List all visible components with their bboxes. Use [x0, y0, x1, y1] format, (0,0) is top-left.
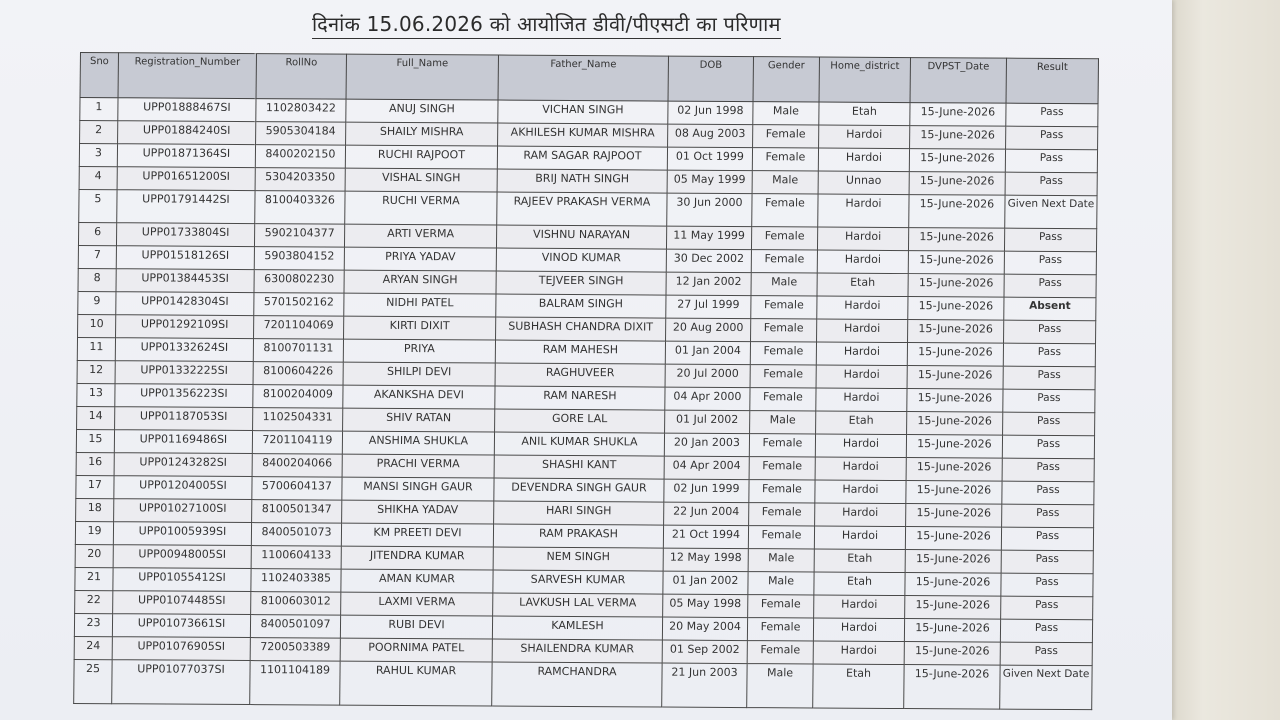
cell-dvpst-date: 15-June-2026 [908, 320, 1004, 344]
cell-roll-no: 8100204009 [253, 385, 343, 409]
cell-full-name: PRIYA [343, 339, 495, 363]
header-dob: DOB [668, 56, 753, 102]
cell-dob: 30 Dec 2002 [666, 249, 751, 273]
cell-father-name: SHAILENDRA KUMAR [492, 639, 662, 663]
cell-roll-no: 5304203350 [255, 168, 345, 192]
cell-sno: 10 [78, 314, 116, 337]
cell-home-district: Hardoi [816, 342, 907, 366]
cell-sno: 8 [78, 268, 116, 291]
cell-full-name: AMAN KUMAR [341, 569, 493, 593]
cell-full-name: ARYAN SINGH [344, 270, 496, 294]
cell-registration-number: UPP01243282SI [114, 453, 252, 477]
cell-sno: 25 [74, 659, 112, 703]
cell-father-name: VISHNU NARAYAN [496, 225, 666, 249]
cell-sno: 20 [75, 544, 113, 567]
cell-registration-number: UPP01384453SI [116, 269, 254, 293]
cell-dvpst-date: 15-June-2026 [904, 665, 1000, 710]
cell-registration-number: UPP01187053SI [115, 407, 253, 431]
cell-gender: Male [751, 273, 817, 296]
cell-dob: 01 Oct 1999 [667, 147, 752, 171]
cell-home-district: Hardoi [819, 125, 910, 149]
cell-sno: 13 [77, 383, 115, 406]
cell-gender: Male [753, 102, 819, 125]
cell-dvpst-date: 15-June-2026 [908, 251, 1004, 275]
cell-full-name: SHIKHA YADAV [342, 500, 494, 524]
header-full-name: Full_Name [346, 54, 498, 100]
cell-home-district: Hardoi [815, 457, 906, 481]
cell-registration-number: UPP01871364SI [117, 144, 255, 168]
cell-registration-number: UPP01005939SI [113, 522, 251, 546]
cell-sno: 6 [78, 222, 116, 245]
cell-dvpst-date: 15-June-2026 [905, 596, 1001, 620]
cell-gender: Female [752, 194, 818, 227]
cell-result: Pass [1003, 412, 1095, 436]
cell-dvpst-date: 15-June-2026 [910, 126, 1006, 150]
cell-full-name: KM PREETI DEVI [341, 523, 493, 547]
cell-father-name: KAMLESH [492, 616, 662, 640]
cell-result: Pass [1001, 596, 1093, 620]
cell-result: Pass [1000, 619, 1092, 643]
cell-father-name: HARI SINGH [494, 501, 664, 525]
cell-father-name: RAM NARESH [495, 386, 665, 410]
cell-full-name: PRIYA YADAV [344, 247, 496, 271]
cell-father-name: GORE LAL [495, 409, 665, 433]
cell-father-name: BRIJ NATH SINGH [497, 169, 667, 193]
cell-sno: 24 [74, 636, 112, 659]
cell-dob: 11 May 1999 [666, 226, 751, 250]
cell-sno: 3 [79, 143, 117, 166]
cell-home-district: Hardoi [817, 296, 908, 320]
cell-sno: 17 [76, 475, 114, 498]
cell-dob: 04 Apr 2000 [665, 387, 750, 411]
cell-registration-number: UPP01076905SI [112, 637, 250, 661]
cell-home-district: Hardoi [814, 526, 905, 550]
cell-dob: 20 Jul 2000 [665, 364, 750, 388]
cell-dvpst-date: 15-June-2026 [907, 412, 1003, 436]
cell-father-name: AKHILESH KUMAR MISHRA [498, 123, 668, 147]
cell-gender: Male [748, 549, 814, 572]
cell-sno: 23 [74, 613, 112, 636]
header-registration-number: Registration_Number [118, 53, 256, 99]
cell-full-name: RUCHI RAJPOOT [345, 145, 497, 169]
cell-dob: 05 May 1998 [663, 594, 748, 618]
cell-roll-no: 8100501347 [252, 500, 342, 524]
cell-father-name: SHASHI KANT [494, 455, 664, 479]
cell-home-district: Hardoi [817, 250, 908, 274]
cell-full-name: RUCHI VERMA [345, 191, 497, 225]
cell-sno: 4 [79, 166, 117, 189]
cell-gender: Female [750, 365, 816, 388]
cell-home-district: Etah [814, 549, 905, 573]
cell-gender: Female [751, 227, 817, 250]
cell-roll-no: 8100604226 [253, 362, 343, 386]
cell-sno: 14 [77, 406, 115, 429]
cell-dob: 22 Jun 2004 [664, 502, 749, 526]
cell-father-name: SUBHASH CHANDRA DIXIT [496, 317, 666, 341]
cell-gender: Female [750, 342, 816, 365]
cell-dob: 30 Jun 2000 [667, 193, 752, 227]
header-roll-no: RollNo [256, 54, 346, 100]
cell-gender: Female [749, 457, 815, 480]
cell-sno: 7 [78, 245, 116, 268]
cell-registration-number: UPP01204005SI [114, 476, 252, 500]
cell-roll-no: 8400202150 [255, 145, 345, 169]
cell-home-district: Etah [817, 273, 908, 297]
cell-sno: 2 [80, 120, 118, 143]
cell-full-name: PRACHI VERMA [342, 454, 494, 478]
cell-full-name: LAXMI VERMA [341, 592, 493, 616]
cell-dvpst-date: 15-June-2026 [909, 195, 1005, 229]
cell-registration-number: UPP01733804SI [116, 223, 254, 247]
cell-gender: Male [750, 411, 816, 434]
cell-roll-no: 1102403385 [251, 569, 341, 593]
cell-gender: Female [749, 480, 815, 503]
cell-sno: 9 [78, 291, 116, 314]
cell-dvpst-date: 15-June-2026 [904, 619, 1000, 643]
cell-result: Absent [1004, 297, 1096, 321]
cell-dvpst-date: 15-June-2026 [907, 389, 1003, 413]
cell-father-name: RAM SAGAR RAJPOOT [497, 146, 667, 170]
cell-father-name: ANIL KUMAR SHUKLA [494, 432, 664, 456]
cell-dvpst-date: 15-June-2026 [906, 504, 1002, 528]
cell-roll-no: 5902104377 [254, 224, 344, 248]
cell-roll-no: 5700604137 [252, 477, 342, 501]
cell-dvpst-date: 15-June-2026 [906, 481, 1002, 505]
cell-roll-no: 7201104069 [254, 316, 344, 340]
cell-sno: 12 [77, 360, 115, 383]
cell-result: Given Next Date [1005, 195, 1097, 229]
cell-father-name: DEVENDRA SINGH GAUR [494, 478, 664, 502]
cell-registration-number: UPP01428304SI [116, 292, 254, 316]
cell-dob: 04 Apr 2004 [664, 456, 749, 480]
cell-home-district: Hardoi [816, 388, 907, 412]
header-father-name: Father_Name [498, 55, 668, 101]
cell-father-name: VICHAN SINGH [498, 100, 668, 124]
cell-sno: 11 [77, 337, 115, 360]
cell-registration-number: UPP00948005SI [113, 545, 251, 569]
cell-dvpst-date: 15-June-2026 [905, 573, 1001, 597]
cell-sno: 19 [75, 521, 113, 544]
cell-sno: 5 [79, 189, 117, 222]
cell-full-name: ARTI VERMA [344, 224, 496, 248]
cell-gender: Female [752, 148, 818, 171]
cell-registration-number: UPP01791442SI [117, 190, 255, 224]
cell-result: Pass [1002, 435, 1094, 459]
cell-home-district: Hardoi [816, 365, 907, 389]
cell-sno: 21 [75, 567, 113, 590]
cell-registration-number: UPP01169486SI [114, 430, 252, 454]
cell-dvpst-date: 15-June-2026 [905, 550, 1001, 574]
cell-result: Pass [1004, 320, 1096, 344]
cell-father-name: RAM PRAKASH [493, 524, 663, 548]
cell-father-name: RAJEEV PRAKASH VERMA [497, 192, 667, 226]
cell-father-name: RAMCHANDRA [492, 662, 662, 707]
result-table-wrapper [73, 52, 1110, 710]
cell-home-district: Etah [814, 572, 905, 596]
cell-registration-number: UPP01332624SI [115, 338, 253, 362]
cell-dob: 02 Jun 1998 [668, 101, 753, 125]
cell-dob: 20 Jan 2003 [664, 433, 749, 457]
cell-dvpst-date: 15-June-2026 [907, 366, 1003, 390]
cell-full-name: SHILPI DEVI [343, 362, 495, 386]
cell-result: Pass [1002, 481, 1094, 505]
table-body [74, 98, 1098, 710]
cell-gender: Male [747, 664, 813, 708]
cell-home-district: Hardoi [817, 227, 908, 251]
cell-home-district: Etah [816, 411, 907, 435]
cell-registration-number: UPP01073661SI [112, 614, 250, 638]
cell-roll-no: 8100603012 [251, 592, 341, 616]
cell-father-name: BALRAM SINGH [496, 294, 666, 318]
cell-gender: Male [748, 572, 814, 595]
cell-result: Pass [1004, 274, 1096, 298]
cell-full-name: POORNIMA PATEL [340, 638, 492, 662]
cell-registration-number: UPP01055412SI [113, 568, 251, 592]
cell-full-name: VISHAL SINGH [345, 168, 497, 192]
cell-full-name: RAHUL KUMAR [340, 661, 492, 706]
cell-roll-no: 8400204066 [252, 454, 342, 478]
cell-full-name: ANUJ SINGH [346, 99, 498, 123]
cell-gender: Female [748, 595, 814, 618]
cell-roll-no: 1101104189 [250, 661, 340, 706]
cell-dob: 01 Jul 2002 [665, 410, 750, 434]
wall-background [1170, 0, 1280, 720]
page-title: दिनांक 15.06.2026 को आयोजित डीवी/पीएसटी का परिणाम [312, 10, 781, 39]
header-gender: Gender [753, 57, 819, 102]
cell-father-name: NEM SINGH [493, 547, 663, 571]
cell-full-name: RUBI DEVI [340, 615, 492, 639]
cell-home-district: Hardoi [815, 480, 906, 504]
cell-roll-no: 5903804152 [254, 247, 344, 271]
cell-registration-number: UPP01077037SI [112, 660, 250, 705]
cell-roll-no: 5905304184 [256, 122, 346, 146]
header-home-district: Home_district [819, 57, 910, 103]
cell-roll-no: 5701502162 [254, 293, 344, 317]
cell-gender: Female [749, 434, 815, 457]
cell-sno: 15 [76, 429, 114, 452]
cell-result: Pass [1005, 149, 1097, 173]
cell-dvpst-date: 15-June-2026 [904, 642, 1000, 666]
cell-home-district: Etah [819, 102, 910, 126]
cell-dob: 20 Aug 2000 [666, 318, 751, 342]
cell-gender: Female [751, 250, 817, 273]
cell-home-district: Etah [813, 664, 904, 709]
cell-home-district: Hardoi [815, 503, 906, 527]
cell-full-name: SHAILY MISHRA [346, 122, 498, 146]
table-row [74, 659, 1092, 709]
cell-sno: 16 [76, 452, 114, 475]
cell-gender: Male [752, 171, 818, 194]
cell-full-name: AKANKSHA DEVI [343, 385, 495, 409]
cell-home-district: Hardoi [818, 194, 909, 228]
result-table [73, 52, 1099, 710]
cell-full-name: JITENDRA KUMAR [341, 546, 493, 570]
cell-sno: 22 [75, 590, 113, 613]
cell-registration-number: UPP01518126SI [116, 246, 254, 270]
cell-dvpst-date: 15-June-2026 [906, 435, 1002, 459]
header-dvpst-date: DVPST_Date [910, 58, 1006, 104]
cell-dvpst-date: 15-June-2026 [908, 274, 1004, 298]
cell-registration-number: UPP01292109SI [116, 315, 254, 339]
cell-dvpst-date: 15-June-2026 [907, 343, 1003, 367]
cell-gender: Female [751, 319, 817, 342]
cell-result: Pass [1004, 228, 1096, 252]
cell-dob: 12 May 1998 [663, 548, 748, 572]
cell-home-district: Hardoi [813, 618, 904, 642]
cell-dvpst-date: 15-June-2026 [908, 228, 1004, 252]
cell-result: Pass [1006, 103, 1098, 127]
cell-gender: Female [749, 503, 815, 526]
cell-registration-number: UPP01027100SI [114, 499, 252, 523]
cell-result: Pass [1004, 251, 1096, 275]
cell-dob: 05 May 1999 [667, 170, 752, 194]
cell-roll-no: 7200503389 [250, 638, 340, 662]
cell-gender: Female [753, 125, 819, 148]
cell-dob: 21 Oct 1994 [663, 525, 748, 549]
cell-dob: 01 Sep 2002 [662, 640, 747, 664]
cell-father-name: RAM MAHESH [495, 340, 665, 364]
cell-dob: 20 May 2004 [662, 617, 747, 641]
cell-roll-no: 8400501073 [251, 523, 341, 547]
cell-result: Pass [1000, 642, 1092, 666]
cell-home-district: Hardoi [818, 148, 909, 172]
cell-dob: 01 Jan 2004 [665, 341, 750, 365]
cell-roll-no: 1100604133 [251, 546, 341, 570]
cell-registration-number: UPP01884240SI [118, 121, 256, 145]
cell-father-name: TEJVEER SINGH [496, 271, 666, 295]
cell-roll-no: 7201104119 [252, 431, 342, 455]
cell-result: Pass [1003, 343, 1095, 367]
cell-registration-number: UPP01074485SI [113, 591, 251, 615]
cell-father-name: SARVESH KUMAR [493, 570, 663, 594]
cell-dob: 12 Jan 2002 [666, 272, 751, 296]
cell-registration-number: UPP01356223SI [115, 384, 253, 408]
cell-result: Pass [1003, 389, 1095, 413]
cell-roll-no: 8100701131 [253, 339, 343, 363]
cell-result: Pass [1002, 504, 1094, 528]
cell-full-name: NIDHI PATEL [344, 293, 496, 317]
cell-roll-no: 1102803422 [256, 99, 346, 123]
cell-registration-number: UPP01888467SI [118, 98, 256, 122]
cell-dvpst-date: 15-June-2026 [905, 527, 1001, 551]
cell-gender: Female [748, 526, 814, 549]
cell-father-name: LAVKUSH LAL VERMA [493, 593, 663, 617]
cell-result: Given Next Date [1000, 665, 1092, 710]
cell-roll-no: 8100403326 [255, 191, 345, 225]
cell-home-district: Hardoi [815, 434, 906, 458]
cell-full-name: ANSHIMA SHUKLA [342, 431, 494, 455]
cell-sno: 18 [76, 498, 114, 521]
cell-home-district: Hardoi [817, 319, 908, 343]
cell-dob: 08 Aug 2003 [668, 124, 753, 148]
cell-full-name: KIRTI DIXIT [344, 316, 496, 340]
cell-result: Pass [1001, 527, 1093, 551]
cell-full-name: SHIV RATAN [343, 408, 495, 432]
cell-dvpst-date: 15-June-2026 [909, 172, 1005, 196]
table-header-row [80, 53, 1098, 104]
cell-result: Pass [1003, 366, 1095, 390]
cell-sno: 1 [80, 98, 118, 121]
cell-father-name: VINOD KUMAR [496, 248, 666, 272]
cell-result: Pass [1006, 126, 1098, 150]
cell-dob: 21 Jun 2003 [662, 663, 747, 708]
cell-dob: 02 Jun 1999 [664, 479, 749, 503]
header-sno: Sno [80, 53, 118, 98]
header-result: Result [1006, 58, 1098, 104]
cell-registration-number: UPP01651200SI [117, 167, 255, 191]
cell-gender: Female [747, 641, 813, 664]
cell-roll-no: 1102504331 [253, 408, 343, 432]
cell-gender: Female [751, 296, 817, 319]
cell-registration-number: UPP01332225SI [115, 361, 253, 385]
cell-dvpst-date: 15-June-2026 [910, 103, 1006, 127]
cell-home-district: Hardoi [813, 641, 904, 665]
cell-result: Pass [1001, 550, 1093, 574]
cell-home-district: Hardoi [814, 595, 905, 619]
cell-roll-no: 6300802230 [254, 270, 344, 294]
cell-home-district: Unnao [818, 171, 909, 195]
cell-dob: 27 Jul 1999 [666, 295, 751, 319]
cell-dob: 01 Jan 2002 [663, 571, 748, 595]
cell-result: Pass [1001, 573, 1093, 597]
cell-gender: Female [747, 618, 813, 641]
cell-result: Pass [1002, 458, 1094, 482]
cell-result: Pass [1005, 172, 1097, 196]
cell-gender: Female [750, 388, 816, 411]
cell-dvpst-date: 15-June-2026 [908, 297, 1004, 321]
cell-roll-no: 8400501097 [250, 615, 340, 639]
cell-full-name: MANSI SINGH GAUR [342, 477, 494, 501]
cell-dvpst-date: 15-June-2026 [906, 458, 1002, 482]
cell-dvpst-date: 15-June-2026 [909, 149, 1005, 173]
cell-father-name: RAGHUVEER [495, 363, 665, 387]
